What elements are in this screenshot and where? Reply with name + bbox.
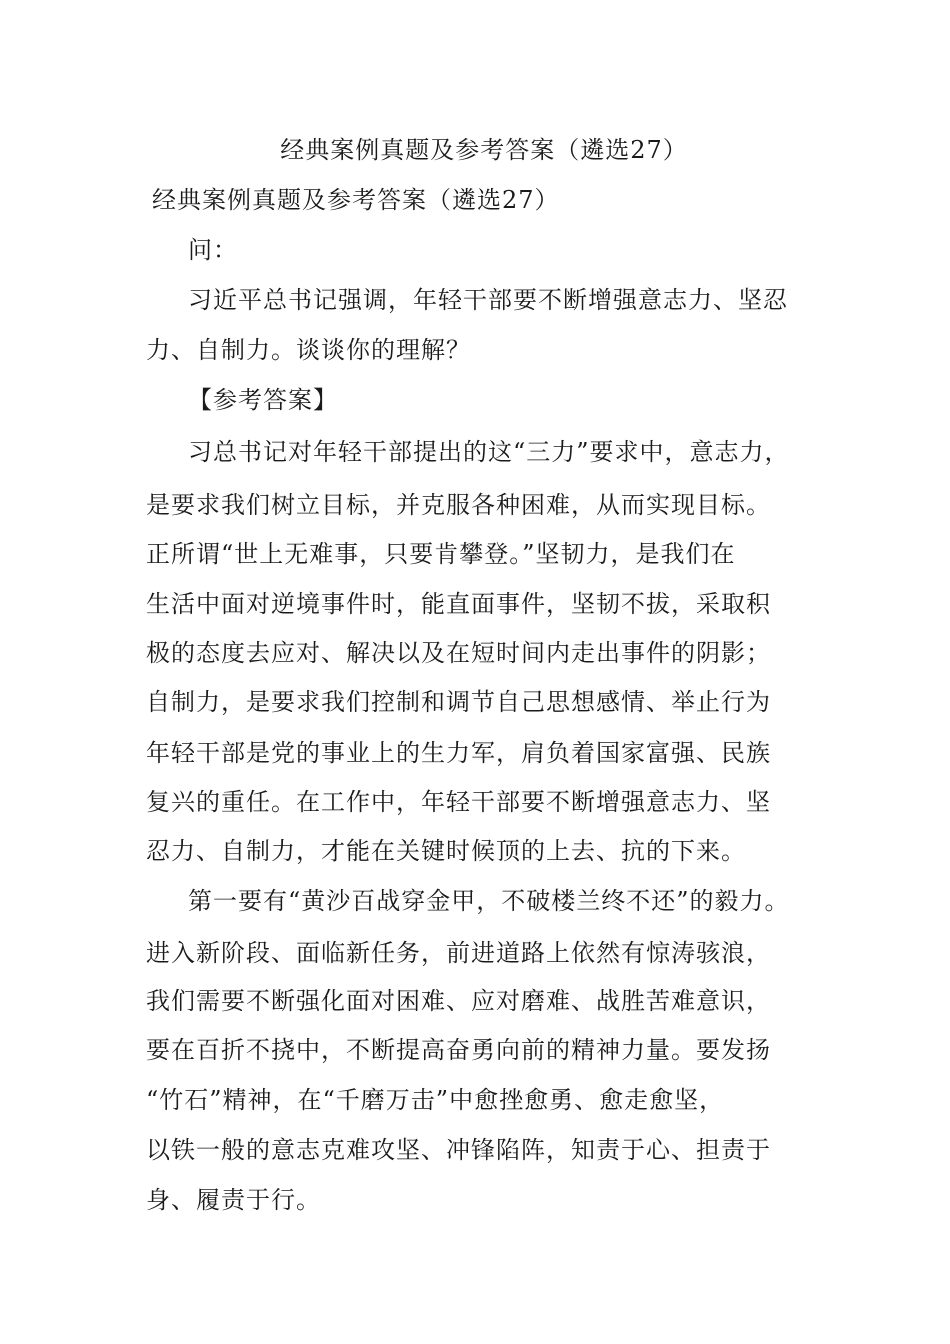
paragraph-line: 进入新阶段、面临新任务，前进道路上依然有惊涛骇浪，: [146, 939, 771, 967]
paragraph-line: 自制力，是要求我们控制和调节自己思想感情、举止行为: [146, 688, 771, 716]
question-label: 问：: [188, 236, 238, 264]
document-subtitle: 经典案例真题及参考答案（遴选27）: [152, 186, 560, 214]
paragraph-line: 忍力、自制力，才能在关键时候顶的上去、抗的下来。: [146, 837, 746, 865]
question-line: 习近平总书记强调，年轻干部要不断增强意志力、坚忍: [188, 286, 788, 314]
paragraph-line: 生活中面对逆境事件时，能直面事件，坚韧不拔，采取积: [146, 590, 771, 618]
paragraph-line: 第一要有“黄沙百战穿金甲，不破楼兰终不还”的毅力。: [188, 887, 790, 915]
paragraph-line: 要在百折不挠中，不断提高奋勇向前的精神力量。要发扬: [146, 1036, 771, 1064]
paragraph-line: 是要求我们树立目标，并克服各种困难，从而实现目标。: [146, 491, 771, 519]
paragraph-line: 习总书记对年轻干部提出的这“三力”要求中，意志力，: [188, 438, 790, 466]
paragraph-line: 以铁一般的意志克难攻坚、冲锋陷阵，知责于心、担责于: [146, 1136, 771, 1164]
paragraph-line: 极的态度去应对、解决以及在短时间内走出事件的阴影；: [146, 639, 771, 667]
paragraph-line: “竹石”精神，在“千磨万击”中愈挫愈勇、愈走愈坚，: [146, 1086, 725, 1114]
answer-label: 【参考答案】: [188, 386, 338, 414]
document-title: 经典案例真题及参考答案（遴选27）: [280, 136, 688, 164]
paragraph-line: 我们需要不断强化面对困难、应对磨难、战胜苦难意识，: [146, 987, 771, 1015]
paragraph-line: 身、履责于行。: [146, 1186, 321, 1214]
paragraph-line: 复兴的重任。在工作中，年轻干部要不断增强意志力、坚: [146, 788, 771, 816]
paragraph-line: 正所谓“世上无难事，只要肯攀登。”坚韧力，是我们在: [146, 540, 736, 568]
paragraph-line: 年轻干部是党的事业上的生力军，肩负着国家富强、民族: [146, 739, 771, 767]
question-line: 力、自制力。谈谈你的理解？: [146, 336, 471, 364]
